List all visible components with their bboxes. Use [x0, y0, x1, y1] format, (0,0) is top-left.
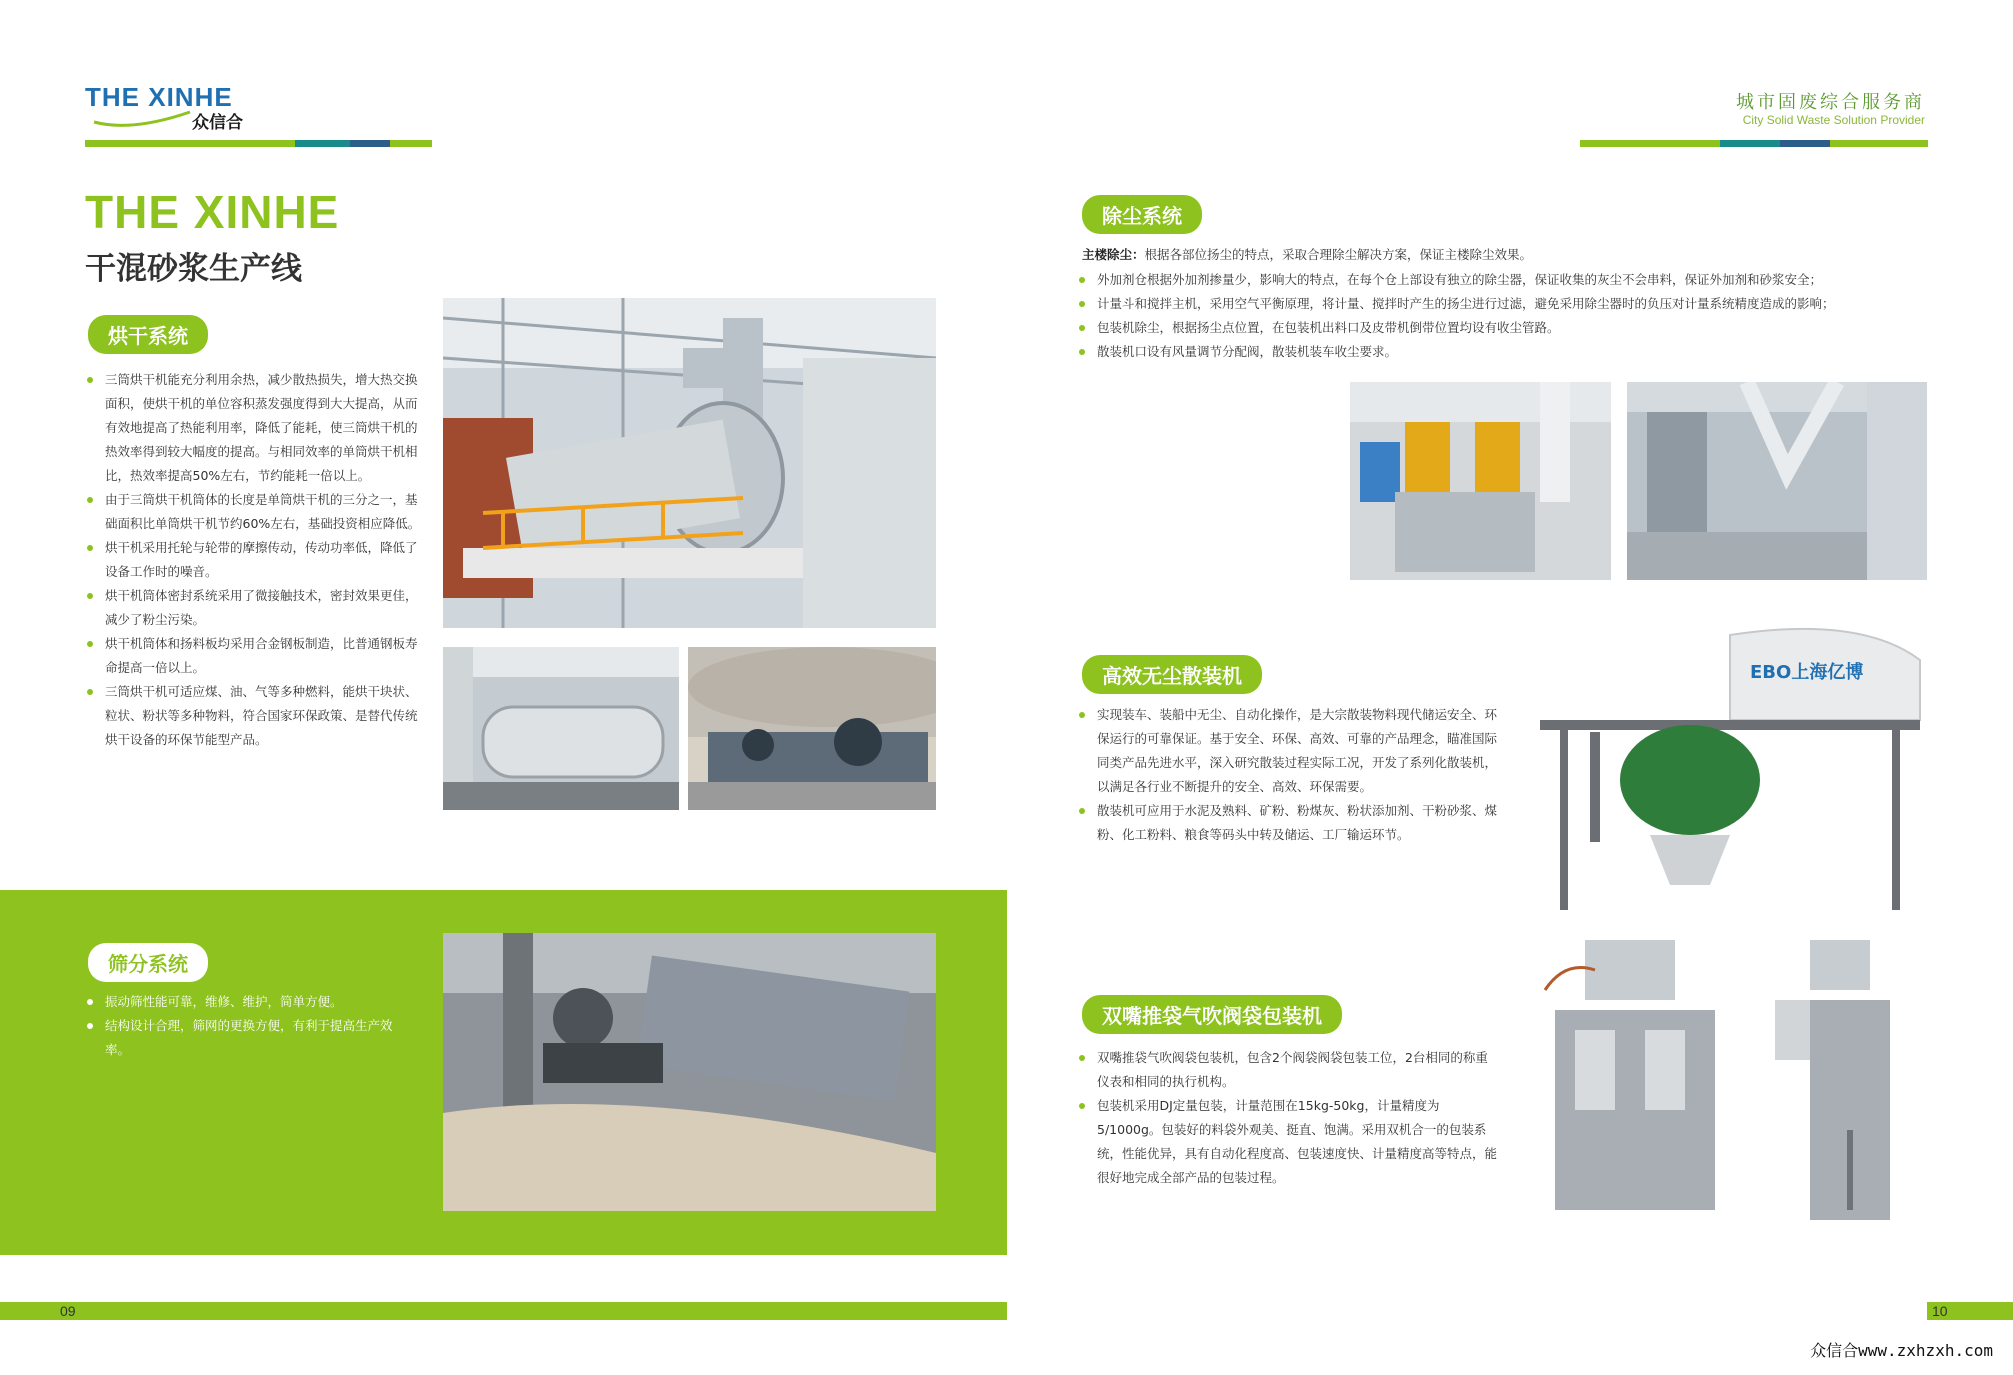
photo-dust-ducts: [1627, 382, 1927, 580]
logo-swoosh-icon: [92, 108, 192, 130]
footer-bar-left: [0, 1302, 1007, 1320]
photo-triple-drum-dryer: [443, 298, 936, 628]
list-item: 三筒烘干机可适应煤、油、气等多种燃料，能烘干块状、粒状、粉状等多种物料，符合国家环保政策、是替代传统烘干设备的环保节能型产品。: [85, 680, 425, 752]
photo-bulk-loader: [1530, 620, 1930, 910]
brand-logo-cn: 众信合: [192, 113, 243, 133]
photo-dust-collectors: [1350, 382, 1611, 580]
machine-brand-label: EBO上海亿博: [1750, 662, 1864, 683]
list-item: 计量斗和搅拌主机，采用空气平衡原理，将计量、搅拌时产生的扬尘进行过滤，避免采用除尘器时的负压对计量系统精度造成的影响；: [1077, 292, 1947, 316]
list-item: 散装机口设有风量调节分配阀，散装机装车收尘要求。: [1077, 340, 1947, 364]
photo-dryer-drum: [443, 647, 679, 810]
tagline-cn: 城市固废综合服务商: [1736, 92, 1925, 113]
section-heading-screening: 筛分系统: [88, 943, 208, 982]
tagline-en: City Solid Waste Solution Provider: [1742, 113, 1925, 127]
page-number-left: 09: [60, 1303, 76, 1319]
page-number-right: 10: [1932, 1303, 1948, 1319]
list-item: 外加剂仓根据外加剂掺量少，影响大的特点，在每个仓上部设有独立的除尘器，保证收集的灰尘不会串料，保证外加剂和砂浆安全；: [1077, 268, 1947, 292]
list-item: 振动筛性能可靠，维修、维护，简单方便。: [85, 990, 400, 1014]
photo-dryer-rollers: [688, 647, 936, 810]
page-title: 干混砂浆生产线: [85, 251, 302, 287]
brand-title: THE XINHE: [85, 186, 340, 238]
header-stripe-left: [85, 140, 432, 147]
dust-lead-text: 根据各部位扬尘的特点，采取合理除尘解决方案，保证主楼除尘效果。: [1144, 247, 1533, 262]
drying-bullets: [85, 368, 425, 752]
header-stripe-right: [1580, 140, 1928, 147]
list-item: 由于三筒烘干机筒体的长度是单筒烘干机的三分之一，基础面积比单筒烘干机节约60%左右，基础投资相应降低。: [85, 488, 425, 536]
photo-vibrating-screen: [443, 933, 936, 1211]
list-item: 烘干机筒体密封系统采用了微接触技术，密封效果更佳，减少了粉尘污染。: [85, 584, 425, 632]
list-item: 散装机可应用于水泥及熟料、矿粉、粉煤灰、粉状添加剂、干粉砂浆、煤粉、化工粉料、粮食等码头中转及储运、工厂输运环节。: [1077, 799, 1497, 847]
screening-bullets: [85, 990, 400, 1062]
list-item: 双嘴推袋气吹阀袋包装机，包含2个阀袋阀袋包装工位，2台相同的称重仪表和相同的执行机构。: [1077, 1046, 1497, 1094]
list-item: 烘干机筒体和扬料板均采用合金钢板制造，比普通钢板寿命提高一倍以上。: [85, 632, 425, 680]
dust-lead-label: 主楼除尘：: [1082, 247, 1145, 262]
list-item: 实现装车、装船中无尘、自动化操作，是大宗散装物料现代储运安全、环保运行的可靠保证。基于安全、环保、高效、可靠的产品理念，瞄准国际同类产品先进水平，深入研究散装过程实际工况，开发了系列化散装机，以满足各行业不断提升的安全、高效、环保需要。: [1077, 703, 1497, 799]
list-item: 烘干机采用托轮与轮带的摩擦传动，传动功率低，降低了设备工作时的噪音。: [85, 536, 425, 584]
bulk-bullets: [1077, 703, 1497, 847]
list-item: 结构设计合理，筛网的更换方便，有利于提高生产效率。: [85, 1014, 400, 1062]
dust-lead: [1082, 243, 1942, 267]
dust-bullets: [1077, 268, 1947, 364]
section-heading-packer: 双嘴推袋气吹阀袋包装机: [1082, 995, 1342, 1034]
site-watermark: 众信合www.zxhzxh.com: [1810, 1341, 1993, 1360]
photo-single-packer: [1770, 930, 1910, 1230]
list-item: 三筒烘干机能充分利用余热，减少散热损失，增大热交换面积，使烘干机的单位容积蒸发强度得到大大提高，从而有效地提高了热能利用率，降低了能耗，使三筒烘干机的热效率得到较大幅度的提高。与相同效率的单筒烘干机相比，热效率提高50%左右，节约能耗一倍以上。: [85, 368, 425, 488]
packer-bullets: [1077, 1046, 1497, 1190]
section-heading-drying: 烘干系统: [88, 315, 208, 354]
section-heading-dust: 除尘系统: [1082, 195, 1202, 234]
list-item: 包装机采用DJ定量包装，计量范围在15kg-50kg，计量精度为5/1000g。包装好的料袋外观美、挺直、饱满。采用双机合一的包装系统，性能优异，具有自动化程度高、包装速度快、计量精度高等特点，能很好地完成全部产品的包装过程。: [1077, 1094, 1497, 1190]
photo-dual-spout-packer: [1535, 930, 1735, 1230]
list-item: 包装机除尘，根据扬尘点位置，在包装机出料口及皮带机倒带位置均设有收尘管路。: [1077, 316, 1947, 340]
section-heading-bulk: 高效无尘散装机: [1082, 655, 1262, 694]
brand-logo-text: THE XINHE: [85, 82, 233, 112]
